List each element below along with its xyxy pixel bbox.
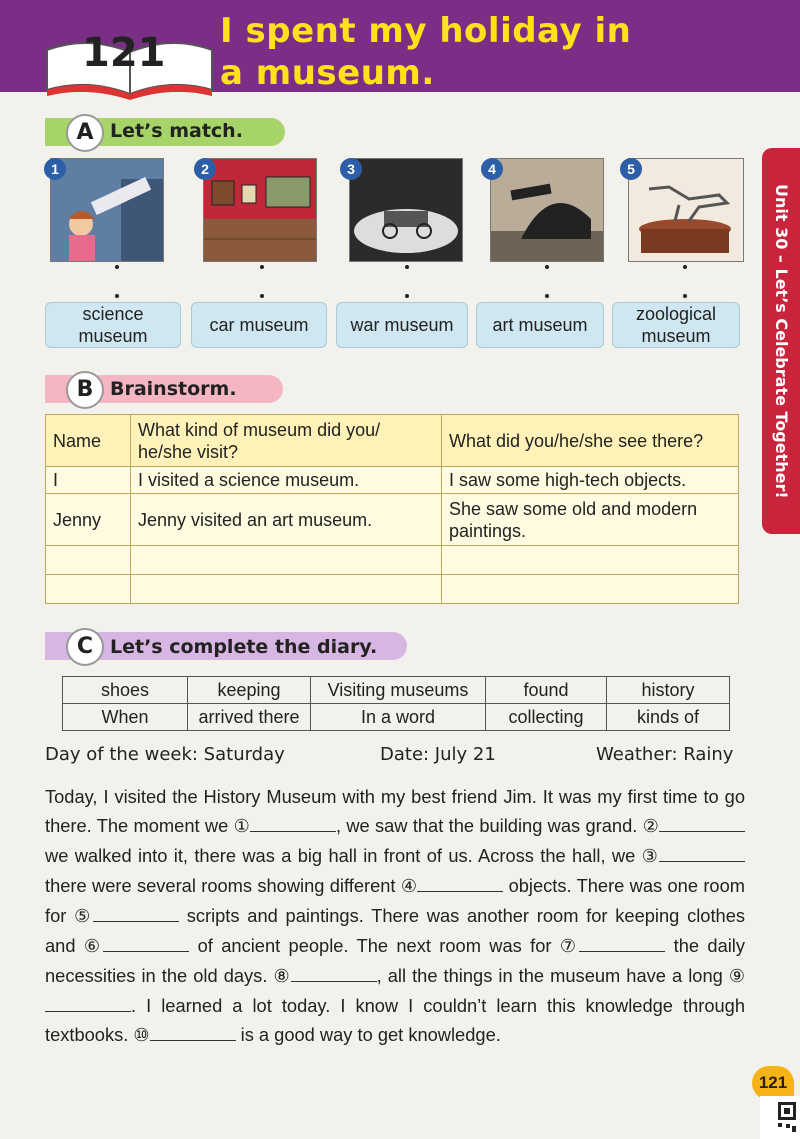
word-bank-row bbox=[63, 704, 730, 731]
blank-6-input[interactable] bbox=[103, 937, 189, 952]
diary-date: Date: July 21 bbox=[380, 744, 496, 765]
blank-number: ⑨ bbox=[728, 966, 745, 986]
blank-number: ⑥ bbox=[83, 936, 104, 956]
match-dot[interactable] bbox=[683, 265, 687, 269]
lesson-number: 121 bbox=[82, 30, 166, 76]
blank-8-input[interactable] bbox=[291, 967, 377, 982]
section-b-title: Brainstorm. bbox=[110, 378, 237, 400]
picture-war-cannon bbox=[490, 158, 604, 262]
word-bank-word: keeping bbox=[188, 677, 311, 704]
blank-2-input[interactable] bbox=[659, 817, 745, 832]
match-dot[interactable] bbox=[115, 294, 119, 298]
table-cell[interactable] bbox=[131, 575, 442, 604]
blank-5-input[interactable] bbox=[93, 907, 179, 922]
picture-number: 5 bbox=[620, 158, 642, 180]
table-header-row bbox=[46, 415, 739, 467]
diary-text: Today, I visited the History Museum with my best friend Jim. It was my first time to go there. The moment we bbox=[45, 786, 745, 836]
header-name: Name bbox=[46, 415, 131, 467]
diary-text: there were several rooms showing different bbox=[45, 875, 401, 896]
option-zoological-museum[interactable]: zoological museum bbox=[612, 302, 740, 348]
table-cell: Jenny bbox=[46, 494, 131, 546]
blank-10-input[interactable] bbox=[150, 1026, 236, 1041]
table-row bbox=[46, 467, 739, 494]
option-science-museum[interactable]: science museum bbox=[45, 302, 181, 348]
diary-text: , all the things in the museum have a long bbox=[376, 965, 729, 986]
word-bank-word: found bbox=[486, 677, 607, 704]
blank-number: ⑤ bbox=[74, 906, 93, 926]
blank-number: ④ bbox=[400, 876, 418, 896]
section-a-letter: A bbox=[66, 114, 104, 152]
diary-text: the daily necessities in the old days. bbox=[45, 935, 746, 986]
match-dot[interactable] bbox=[260, 294, 264, 298]
word-bank bbox=[62, 676, 730, 731]
blank-7-input[interactable] bbox=[579, 937, 665, 952]
match-dot[interactable] bbox=[545, 294, 549, 298]
table-row bbox=[46, 546, 739, 575]
section-a-title: Let’s match. bbox=[110, 120, 243, 142]
blank-4-input[interactable] bbox=[417, 877, 503, 892]
option-art-museum[interactable]: art museum bbox=[476, 302, 604, 348]
picture-dinosaur-skeleton bbox=[628, 158, 744, 262]
match-dot[interactable] bbox=[683, 294, 687, 298]
blank-number: ③ bbox=[641, 846, 659, 866]
diary-text: . I learned a lot today. I know I couldn’t learn this knowledge through textbooks. bbox=[45, 995, 745, 1045]
diary-text: scripts and paintings. There was another room for keeping clothes and bbox=[45, 905, 745, 956]
blank-number: ⑧ bbox=[273, 966, 291, 986]
picture-number: 3 bbox=[340, 158, 362, 180]
blank-number: ⑦ bbox=[559, 936, 580, 956]
table-cell: I bbox=[46, 467, 131, 494]
word-bank-word: Visiting museums bbox=[311, 677, 486, 704]
blank-9-input[interactable] bbox=[45, 997, 131, 1012]
page-number: 121 bbox=[752, 1066, 794, 1100]
picture-car-exhibit bbox=[349, 158, 463, 262]
picture-number: 4 bbox=[481, 158, 503, 180]
match-dot[interactable] bbox=[405, 294, 409, 298]
table-row bbox=[46, 575, 739, 604]
table-cell[interactable] bbox=[442, 546, 739, 575]
word-bank-word: history bbox=[607, 677, 730, 704]
word-bank-word: When bbox=[63, 704, 188, 731]
diary-text: , we saw that the building was grand. bbox=[335, 815, 643, 836]
match-dot[interactable] bbox=[115, 265, 119, 269]
diary-paragraph bbox=[45, 782, 745, 1050]
blank-number: ⑩ bbox=[133, 1025, 150, 1045]
page-title: I spent my holiday in a museum. bbox=[220, 11, 632, 93]
diary-text: we walked into it, there was a big hall in front of us. Across the hall, we bbox=[45, 845, 642, 866]
table-cell: Jenny visited an art museum. bbox=[131, 494, 442, 546]
match-dot[interactable] bbox=[260, 265, 264, 269]
section-b-letter: B bbox=[66, 371, 104, 409]
diary-weather: Weather: Rainy bbox=[596, 744, 734, 765]
table-cell[interactable] bbox=[131, 546, 442, 575]
picture-science-museum bbox=[50, 158, 164, 262]
blank-number: ② bbox=[642, 816, 659, 836]
diary-text: is a good way to get knowledge. bbox=[235, 1024, 501, 1045]
picture-art-gallery bbox=[203, 158, 317, 262]
diary-day: Day of the week: Saturday bbox=[45, 744, 285, 765]
header-saw: What did you/he/she see there? bbox=[442, 415, 739, 467]
table-cell: I saw some high-tech objects. bbox=[442, 467, 739, 494]
picture-number: 2 bbox=[194, 158, 216, 180]
match-dot[interactable] bbox=[545, 265, 549, 269]
section-c-letter: C bbox=[66, 628, 104, 666]
diary-text: objects. There was one room for bbox=[45, 875, 745, 926]
table-cell[interactable] bbox=[46, 546, 131, 575]
word-bank-word: collecting bbox=[486, 704, 607, 731]
blank-number: ① bbox=[233, 816, 250, 836]
option-war-museum[interactable]: war museum bbox=[336, 302, 468, 348]
option-car-museum[interactable]: car museum bbox=[191, 302, 327, 348]
word-bank-row bbox=[63, 677, 730, 704]
picture-number: 1 bbox=[44, 158, 66, 180]
brainstorm-table bbox=[45, 414, 739, 604]
word-bank-word: In a word bbox=[311, 704, 486, 731]
qr-code-icon bbox=[760, 1096, 800, 1139]
table-cell[interactable] bbox=[442, 575, 739, 604]
table-cell: She saw some old and modern paintings. bbox=[442, 494, 739, 546]
match-dot[interactable] bbox=[405, 265, 409, 269]
table-cell: I visited a science museum. bbox=[131, 467, 442, 494]
unit-side-label: Unit 30 – Let’s Celebrate Together! bbox=[772, 183, 791, 499]
diary-text: of ancient people. The next room was for bbox=[189, 935, 560, 956]
word-bank-word: kinds of bbox=[607, 704, 730, 731]
blank-1-input[interactable] bbox=[250, 817, 336, 832]
word-bank-word: arrived there bbox=[188, 704, 311, 731]
table-cell[interactable] bbox=[46, 575, 131, 604]
word-bank-word: shoes bbox=[63, 677, 188, 704]
header-kind: What kind of museum did you/ he/she visit? bbox=[131, 415, 442, 467]
table-row bbox=[46, 494, 739, 546]
section-c-title: Let’s complete the diary. bbox=[110, 636, 378, 658]
blank-3-input[interactable] bbox=[659, 847, 745, 862]
